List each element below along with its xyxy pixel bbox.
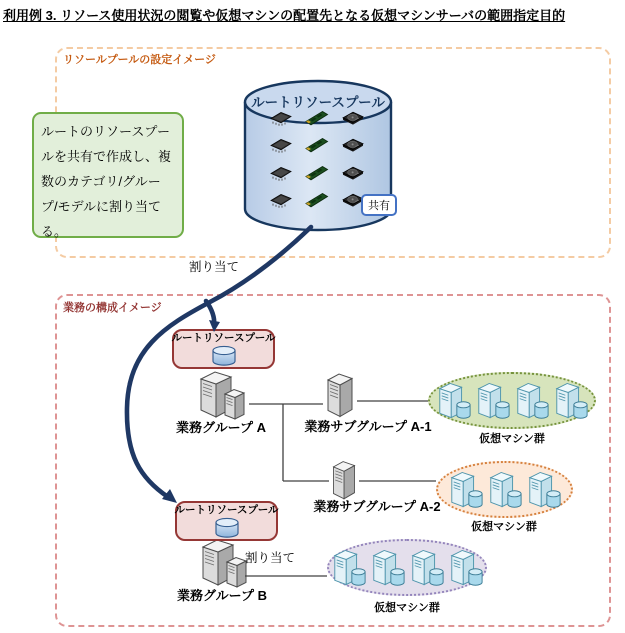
root-pool-box-a [172, 329, 275, 369]
group-a-label: 業務グループ A [176, 420, 266, 435]
vm-icon [526, 470, 562, 510]
share-badge: 共有 [361, 194, 397, 216]
assign-label-group-b: 割り当て [245, 551, 296, 565]
resource-pool-section-label: リソールプールの設定イメージ [63, 54, 216, 66]
memory-icon [304, 136, 330, 154]
subgroup-a1-label: 業務サブグループ A-1 [304, 419, 432, 434]
cpu-icon [268, 164, 294, 182]
vm-icon [436, 381, 472, 421]
pool-cylinder-icon [208, 345, 240, 367]
vm-icon [448, 470, 484, 510]
pool-cylinder-icon [211, 517, 243, 539]
vm-icon [514, 381, 550, 421]
cpu-icon [268, 109, 294, 127]
assign-label-root: 割り当て [189, 260, 240, 274]
page-title: 利用例 3. リソース使用状況の閲覧や仮想マシンの配置先となる仮想マシンサーバの範囲指定目的 [3, 8, 566, 23]
cpu-icon [268, 136, 294, 154]
vm-cluster-a1-label: 仮想マシン群 [479, 433, 545, 445]
vm-cluster-a2 [436, 461, 573, 518]
server-icon-subgroup-a2 [329, 459, 359, 501]
business-section-label: 業務の構成イメージ [63, 302, 162, 314]
root-resource-pool-cylinder-label: ルートリソースプール [251, 95, 385, 110]
disk-icon [340, 136, 366, 154]
server-icon-group-a [195, 369, 249, 421]
vm-icon [475, 381, 511, 421]
vm-icon [487, 470, 523, 510]
memory-icon [304, 191, 330, 209]
vm-icon [409, 548, 445, 588]
root-pool-box-b [175, 501, 278, 541]
memory-icon [304, 164, 330, 182]
root-pool-box-b-label: ルートリソースプール [174, 504, 279, 516]
disk-icon [340, 109, 366, 127]
vm-icon [331, 548, 367, 588]
vm-icon [370, 548, 406, 588]
cpu-icon [268, 191, 294, 209]
vm-icon [448, 548, 484, 588]
server-icon-subgroup-a1 [323, 371, 357, 419]
server-icon-group-b [197, 537, 251, 589]
disk-icon [340, 164, 366, 182]
vm-cluster-a2-label: 仮想マシン群 [471, 521, 537, 533]
root-pool-box-a-label: ルートリソースプール [171, 332, 276, 344]
vm-cluster-b-label: 仮想マシン群 [374, 602, 440, 614]
note-box: ルートのリソースプールを共有で作成し、複数のカテゴリ/グループ/モデルに割り当てる。 [32, 112, 184, 238]
vm-icon [553, 381, 589, 421]
resource-grid [263, 104, 371, 214]
subgroup-a2-label: 業務サブグループ A-2 [313, 499, 441, 514]
vm-cluster-a1 [428, 372, 596, 429]
memory-icon [304, 109, 330, 127]
vm-cluster-b [327, 539, 487, 596]
group-b-label: 業務グループ B [177, 588, 267, 603]
